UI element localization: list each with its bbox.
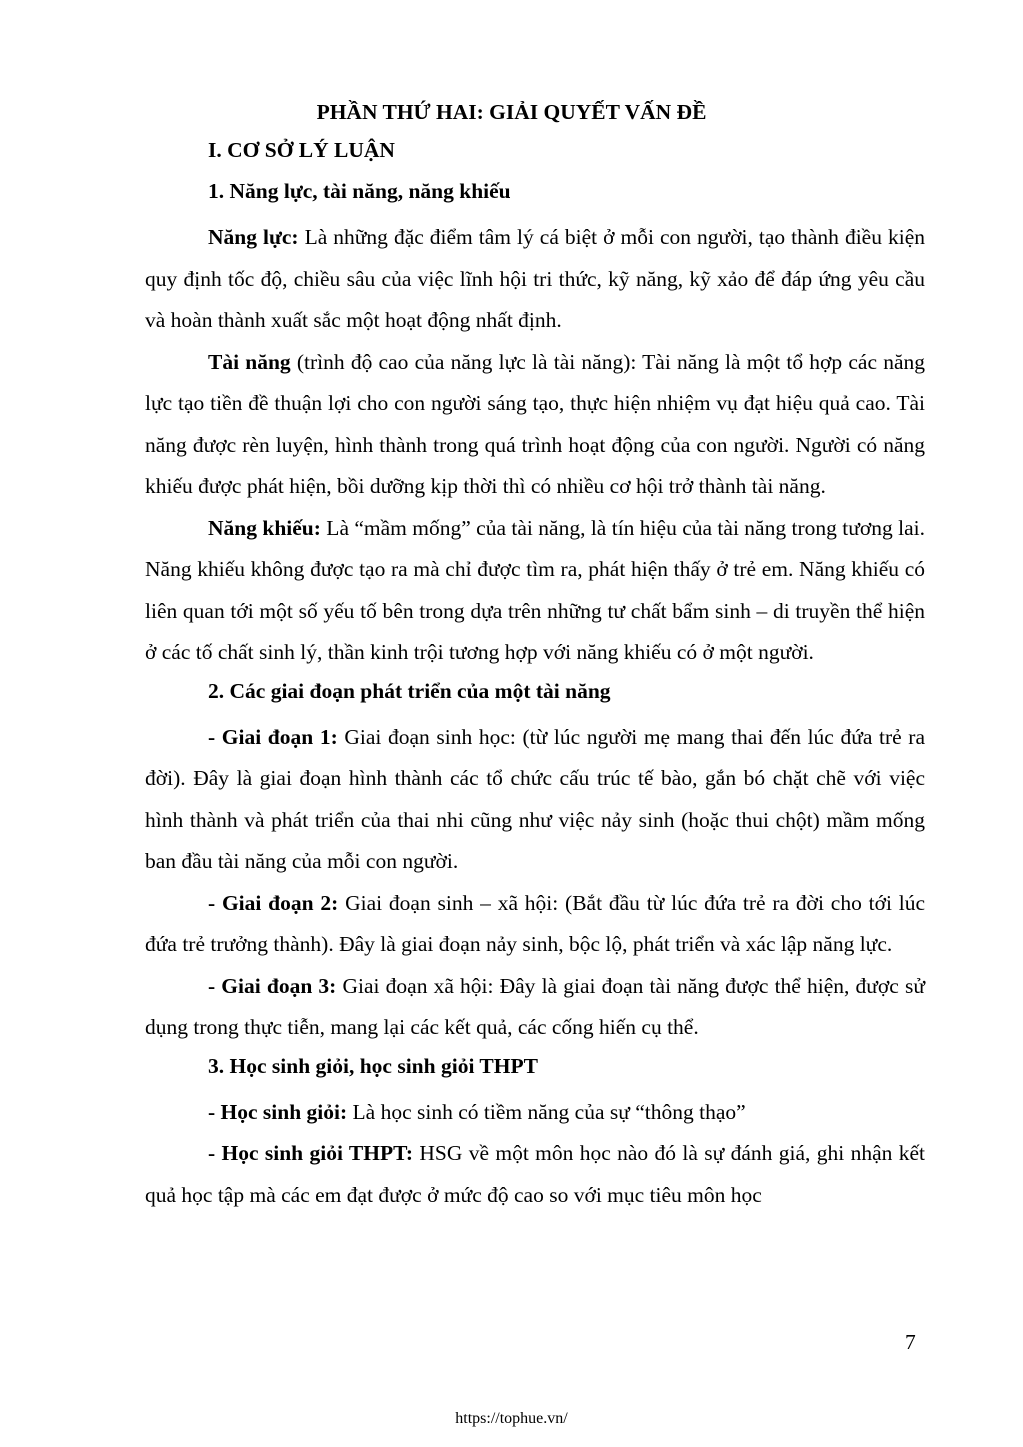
paragraph-giai-doan-1 [145, 717, 925, 883]
paragraph-hoc-sinh-gioi [145, 1092, 925, 1134]
term-label: Năng lực: [208, 225, 299, 249]
subsection-heading-1: 1. Năng lực, tài năng, năng khiếu [208, 179, 511, 203]
paragraph-giai-doan-2 [145, 883, 925, 966]
term-label: Tài năng [208, 349, 291, 374]
paragraph-giai-doan-3 [145, 966, 925, 1049]
paragraph-text: Là “mầm mống” của tài năng, là tín hiệu của tài năng trong tương lai. Năng khiếu không được tạo ra mà chỉ được tìm ra, phát hiện thấy ở trẻ em. Năng khiếu có liên quan tới một số yếu tố bên trong dựa trên những tư chất bẩm sinh – di truyền thể hiện ở các tố chất sinh lý, thần kinh trội tương hợp với năng khiếu có ở một người. [145, 515, 925, 664]
term-label: - Học sinh giỏi: [208, 1099, 348, 1124]
paragraph-text: Là học sinh có tiềm năng của sự “thông thạo” [347, 1099, 746, 1124]
term-label: - Học sinh giỏi THPT: [208, 1141, 413, 1165]
page-number: 7 [905, 1330, 916, 1354]
paragraph-tai-nang [145, 342, 925, 508]
document-body [145, 135, 925, 1216]
section-heading: I. CƠ SỞ LÝ LUẬN [208, 138, 395, 162]
paragraph-text: (trình độ cao của năng lực là tài năng): Tài năng là một tổ hợp các năng lực tạo tiền đề thuận lợi cho con người sáng tạo, thực hiện nhiệm vụ đạt hiệu quả cao. Tài năng được rèn luyện, hình thành trong quá trình hoạt động của con người. Người có năng khiếu được phát hiện, bồi dưỡng kịp thời thì có nhiều cơ hội trở thành tài năng. [145, 349, 925, 498]
paragraph-text: Giai đoạn sinh – xã hội: (Bắt đầu từ lúc đứa trẻ ra đời cho tới lúc đứa trẻ trưởng thành). Đây là giai đoạn nảy sinh, bộc lộ, phát triển và xác lập năng lực. [145, 890, 926, 956]
paragraph-nang-khieu [145, 508, 925, 674]
paragraph-text: Là những đặc điểm tâm lý cá biệt ở mỗi con người, tạo thành điều kiện quy định tốc độ, chiều sâu của việc lĩnh hội tri thức, kỹ năng, kỹ xảo để đáp ứng yêu cầu và hoàn thành xuất sắc một hoạt động nhất định. [145, 225, 925, 332]
paragraph-text: Giai đoạn xã hội: Đây là giai đoạn tài năng được thể hiện, được sử dụng trong thực tiễn, mang lại các kết quả, các cống hiến cụ thể. [145, 973, 925, 1039]
paragraph-text: HSG về một môn học nào đó là sự đánh giá, ghi nhận kết quả học tập mà các em đạt được ở mức độ cao so với mục tiêu môn học [145, 1141, 925, 1207]
subsection-heading-2: 2. Các giai đoạn phát triển của một tài năng [208, 678, 611, 703]
part-title: PHẦN THỨ HAI: GIẢI QUYẾT VẤN ĐỀ [316, 100, 707, 124]
term-label: - Giai đoạn 3: [208, 973, 337, 998]
term-label: - Giai đoạn 1: [208, 724, 338, 749]
paragraph-nang-luc [145, 217, 925, 342]
term-label: Năng khiếu: [208, 515, 321, 540]
term-label: - Giai đoạn 2: [208, 890, 339, 915]
footer-url[interactable]: https://tophue.vn/ [455, 1410, 568, 1427]
paragraph-hsg-thpt [145, 1133, 925, 1216]
subsection-heading-3: 3. Học sinh giỏi, học sinh giỏi THPT [208, 1053, 538, 1078]
paragraph-text: Giai đoạn sinh học: (từ lúc người mẹ mang thai đến lúc đứa trẻ ra đời). Đây là giai đoạn hình thành các tổ chức cấu trúc tế bào, gắn bó chặt chẽ với việc hình thành và phát triển của thai nhi cũng như việc nảy sinh (hoặc thui chột) mầm mống ban đầu tài năng của mỗi con người. [145, 724, 925, 873]
